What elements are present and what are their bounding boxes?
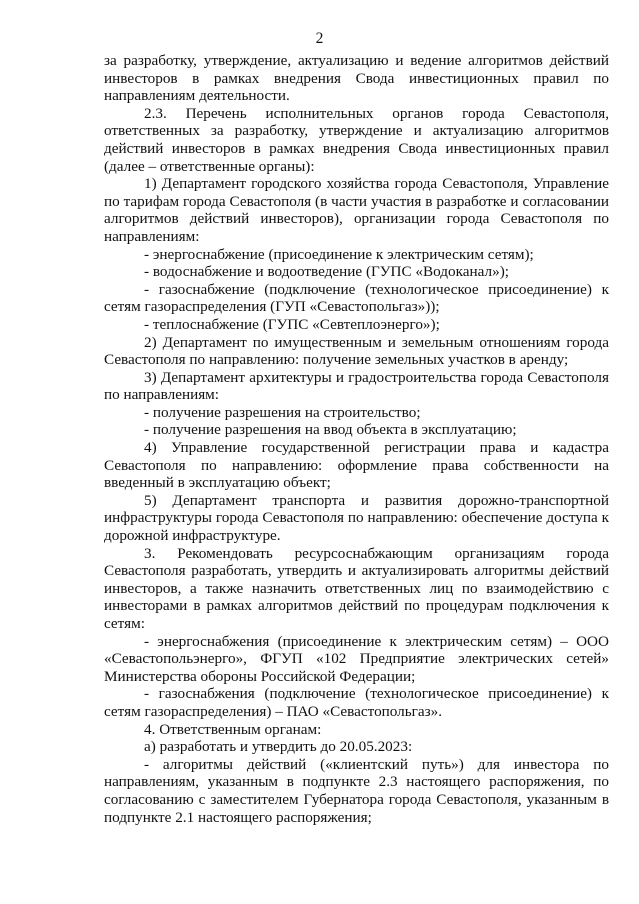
paragraph: 4. Ответственным органам:: [144, 720, 322, 738]
paragraph: 2) Департамент по имущественным и земельным отношениям города Севастополя по направлению: получение земельных участков в аренду;: [104, 333, 609, 369]
paragraph: - получение разрешения на строительство;: [144, 403, 421, 421]
paragraph: а) разработать и утвердить до 20.05.2023:: [144, 738, 413, 756]
document-body: [104, 52, 609, 826]
paragraph: - газоснабжение (подключение (технологическое присоединение) к сетям газораспределения (ГУП «Севастопольгаз»));: [104, 280, 609, 316]
paragraph: 4) Управление государственной регистрации права и кадастра Севастополя по направлению: оформление права собственности на введенный в эксплуатацию объект;: [104, 439, 609, 492]
paragraph: 5) Департамент транспорта и развития дорожно-транспортной инфраструктуры города Севастополя по направлению: обеспечение доступа к дорожной инфраструктуре.: [104, 491, 609, 545]
paragraph: 3. Рекомендовать ресурсоснабжающим организациям города Севастополя разработать, утвердить и актуализировать алгоритмы действий инвесторов, а также назначить ответственных лиц по взаимодействию с инвесторами в рамках алгоритмов действий по процедурам подключения к сетям:: [104, 544, 609, 632]
paragraph: за разработку, утверждение, актуализацию и ведение алгоритмов действий инвесторов в рамках внедрения Свода инвестиционных правил по направлениям деятельности.: [104, 52, 609, 105]
paragraph: - водоснабжение и водоотведение (ГУПС «Водоканал»);: [144, 263, 509, 281]
paragraph: 3) Департамент архитектуры и градостроительства города Севастополя по направлениям:: [104, 368, 609, 404]
paragraph: - получение разрешения на ввод объекта в эксплуатацию;: [144, 421, 517, 439]
paragraph: - теплоснабжение (ГУПС «Севтеплоэнерго»);: [144, 315, 440, 333]
paragraph: 2.3. Перечень исполнительных органов города Севастополя, ответственных за разработку, утверждение и актуализацию алгоритмов действий инвесторов в рамках внедрения Свода инвестиционных правил (далее – ответственные органы):: [104, 104, 609, 175]
paragraph: - газоснабжения (подключение (технологическое присоединение) к сетям газораспределения) – ПАО «Севастопольгаз».: [104, 685, 609, 720]
page-number: 2: [315, 30, 324, 47]
paragraph: 1) Департамент городского хозяйства города Севастополя, Управление по тарифам города Севастополя (в части участия в разработке и согласовании алгоритмов действий инвесторов), организации города Севастополя по направлениям:: [104, 175, 609, 245]
paragraph: - энергоснабжение (присоединение к электрическим сетям);: [144, 245, 534, 263]
paragraph: - алгоритмы действий («клиентский путь») для инвестора по направлениям, указанным в подпункте 2.3 настоящего распоряжения, по согласованию с заместителем Губернатора города Севастополя, указанным в подпункте 2.1 настоящего распоряжения;: [104, 755, 609, 826]
paragraph: - энергоснабжения (присоединение к электрическим сетям) – ООО «Севастопольэнерго», ФГУП «102 Предприятие электрических сетей» Министерства обороны Российской Федерации;: [104, 632, 609, 685]
